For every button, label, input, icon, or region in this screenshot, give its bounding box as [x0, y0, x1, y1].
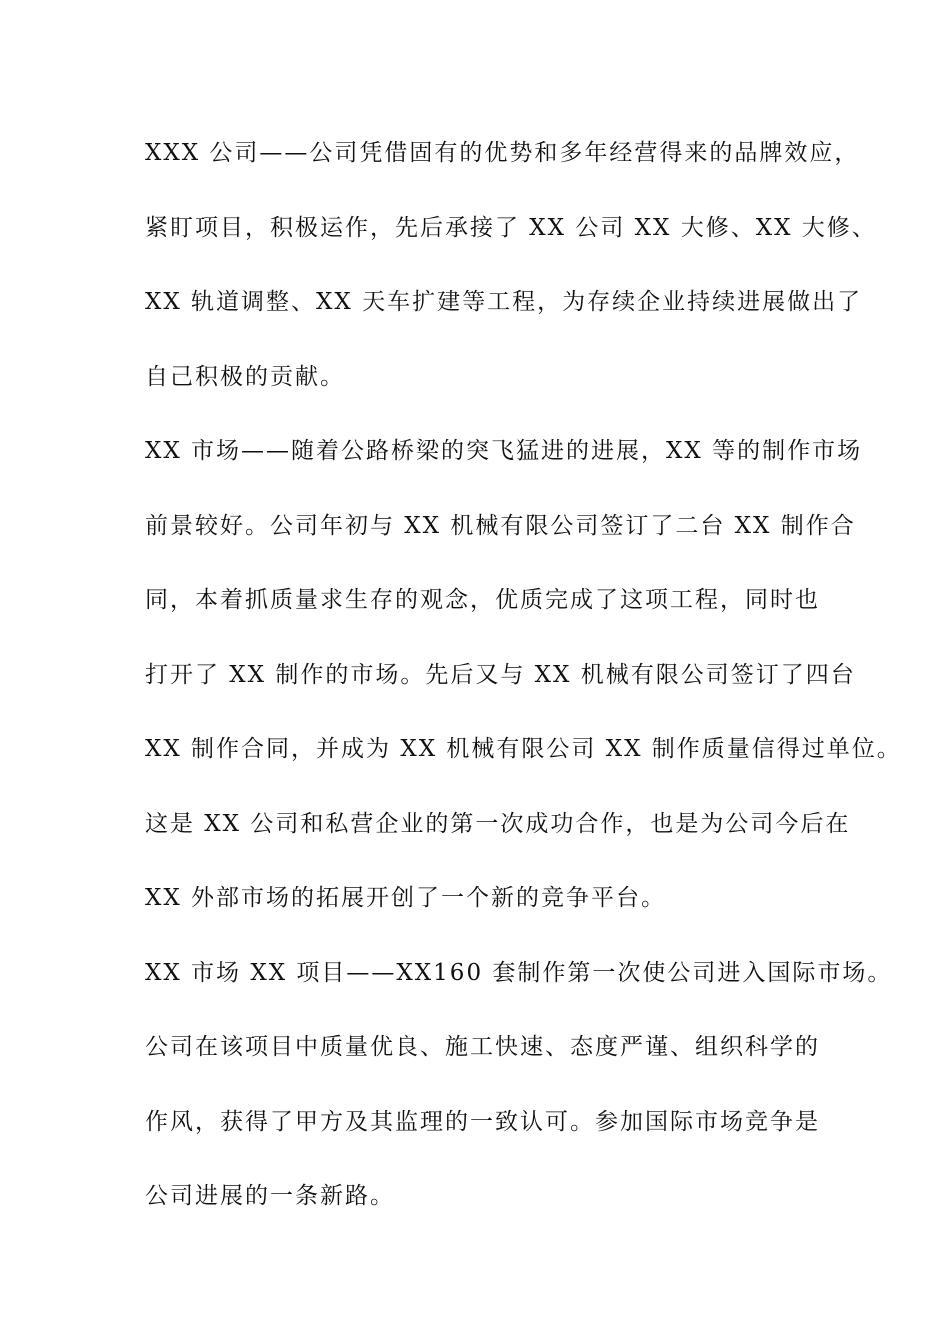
text-line: 公司进展的一条新路。 [145, 1183, 395, 1209]
text-line: 作风，获得了甲方及其监理的一致认可。参加国际市场竞争是 [145, 1108, 820, 1135]
text-line: XX 市场 XX 项目——XX160 套制作第一次使公司进入国际市场。 [145, 959, 893, 986]
text-line: 打开了 XX 制作的市场。先后又与 XX 机械有限公司签订了四台 [145, 661, 856, 688]
text-line: 同，本着抓质量求生存的观念，优质完成了这项工程，同时也 [145, 587, 820, 613]
text-line: XX 制作合同，并成为 XX 机械有限公司 XX 制作质量信得过单位。 [145, 736, 902, 762]
text-line: 公司在该项目中质量优良、施工快速、态度严谨、组织科学的 [145, 1034, 820, 1060]
body-text [145, 128, 902, 1246]
text-line: 前景较好。公司年初与 XX 机械有限公司签订了二台 XX 制作合 [145, 512, 856, 539]
text-line: XX 轨道调整、XX 天车扩建等工程，为存续企业持续进展做出了 [145, 289, 863, 315]
text-line: 自己积极的贡献。 [145, 363, 345, 390]
text-line: XXX 公司——公司凭借固有的优势和多年经营得来的品牌效应， [145, 140, 860, 166]
text-line: 这是 XX 公司和私营企业的第一次成功合作，也是为公司今后在 [145, 810, 851, 837]
text-line: 紧盯项目，积极运作，先后承接了 XX 公司 XX 大修、XX 大修、 [145, 214, 877, 241]
text-line: XX 外部市场的拓展开创了一个新的竞争平台。 [145, 885, 667, 911]
text-line: XX 市场——随着公路桥梁的突飞猛进的进展，XX 等的制作市场 [145, 438, 863, 464]
